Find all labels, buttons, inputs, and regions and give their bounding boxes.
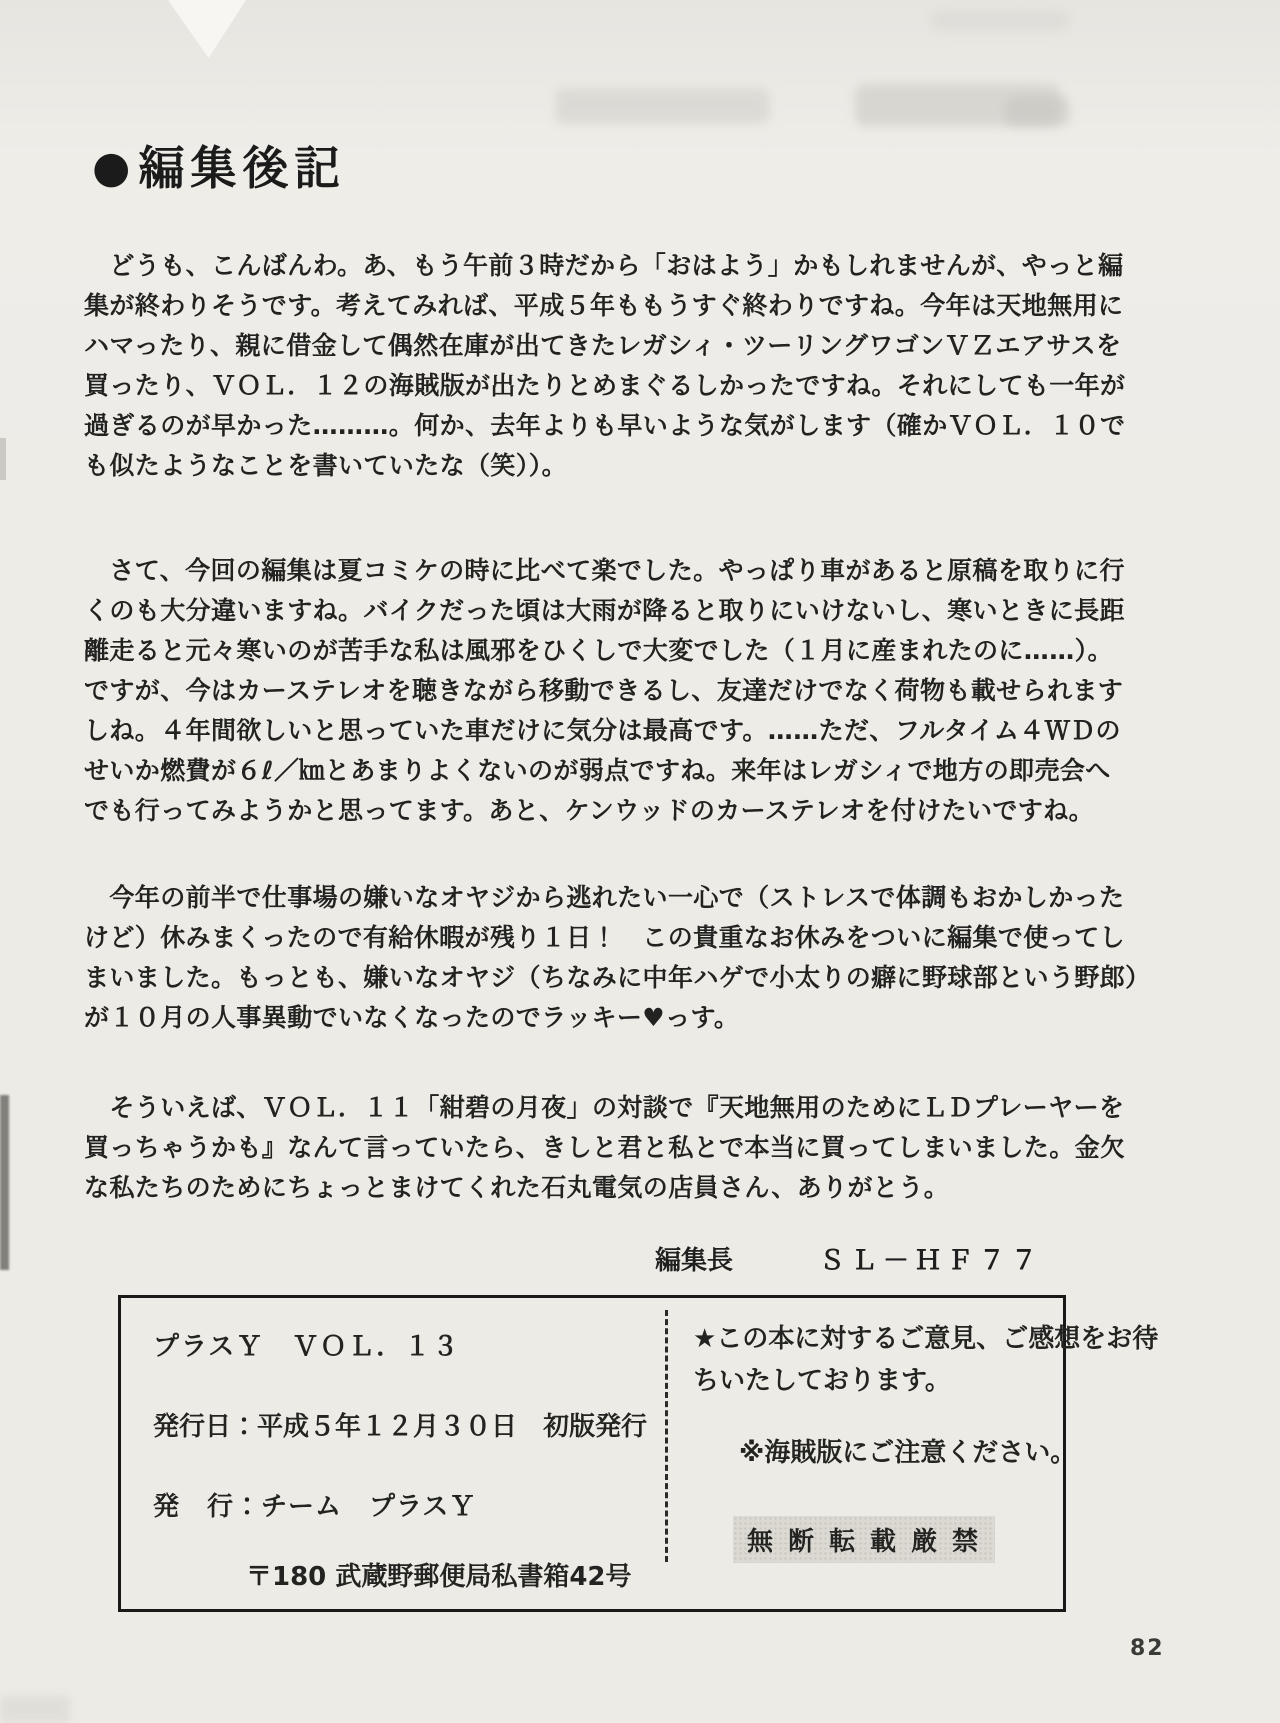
paragraph [84, 878, 1151, 1038]
scan-smudge [930, 10, 1070, 32]
text-line: けど）休みまくったので有給休暇が残り１日！ この貴重なお休みをついに編集で使ってし [84, 923, 1125, 952]
bullet-icon: ● [92, 142, 137, 193]
paragraph [84, 551, 1125, 831]
text-line: でも行ってみようかと思ってます。あと、ケンウッドのカーステレオを付けたいですね。 [84, 796, 1095, 825]
paragraph [84, 1088, 1126, 1208]
page-corner-fold [168, 0, 246, 58]
text-line: が１０月の人事異動でいなくなったのでラッキー♥っす。 [84, 1003, 740, 1032]
text-line: な私たちのためにちょっとまけてくれた石丸電気の店員さん、ありがとう。 [84, 1173, 950, 1202]
text-line: 買っちゃうかも』なんて言っていたら、きしと君と私とで本当に買ってしまいました。金欠 [84, 1133, 1126, 1162]
text-line: ですが、今はカーステレオを聴きながら移動できるし、友達だけでなく荷物も載せられます [84, 676, 1124, 705]
section-title [92, 132, 346, 198]
scan-smudge [555, 88, 770, 124]
text-line: 集が終わりそうです。考えてみれば、平成５年ももうすぐ終わりですね。今年は天地無用に [84, 291, 1124, 320]
scan-edge-streak [0, 1095, 9, 1270]
publisher: 発 行：チーム プラスＹ [153, 1492, 477, 1522]
page-title: 編集後記 [138, 141, 347, 195]
text-line: くのも大分違いますね。バイクだった頃は大雨が降ると取りにいけないし、寒いときに長距 [84, 596, 1125, 625]
scan-smudge [1005, 96, 1070, 126]
dashed-divider [665, 1310, 668, 1562]
mailing-address: 〒180 武蔵野郵便局私書箱42号 [246, 1562, 632, 1592]
text-line: も似たようなことを書いていたな（笑））。 [84, 451, 568, 480]
page-number: 82 [1130, 1636, 1165, 1661]
text-line: 今年の前半で仕事場の嫌いなオヤジから逃れたい一心で（ストレスで体調もおかしかった [84, 883, 1125, 912]
text-line: 買ったり、ＶＯＬ．１２の海賊版が出たりとめまぐるしかったですね。それにしても一年が [84, 371, 1126, 400]
paragraph [84, 246, 1126, 486]
text-line: 過ぎるのが早かった………。何か、去年よりも早いような気がします（確かＶＯＬ．１０で [84, 411, 1126, 440]
editor-name: ＳＬ－ＨＦ７７ [819, 1246, 1044, 1276]
text-line: どうも、こんばんわ。あ、もう午前３時だから「おはよう」かもしれませんが、やっと編 [84, 251, 1124, 280]
text-line: 離走ると元々寒いのが苦手な私は風邪をひくしで大変でした（１月に産まれたのに……）。 [84, 636, 1113, 665]
text-line: そういえば、ＶＯＬ．１１「紺碧の月夜」の対談で『天地無用のためにＬＤプレーヤーを [84, 1093, 1125, 1122]
text-line: せいか燃費が６ℓ／㎞とあまりよくないのが弱点ですね。来年はレガシィで地方の即売会へ [84, 756, 1111, 785]
scan-edge-mark [0, 438, 6, 480]
no-reprint-stamp: 無断転載厳禁 [733, 1516, 995, 1563]
text-line: しね。４年間欲しいと思っていた車だけに気分は最高です。……ただ、フルタイム４ＷＤの [84, 716, 1121, 745]
colophon-box [118, 1295, 1159, 1612]
text-line: さて、今回の編集は夏コミケの時に比べて楽でした。やっぱり車があると原稿を取りに行 [84, 556, 1125, 585]
pirate-warning: ※海賊版にご注意ください。 [739, 1438, 1077, 1468]
text-line: まいました。もっとも、嫌いなオヤジ（ちなみに中年ハゲで小太りの癖に野球部という野郎） [84, 963, 1151, 992]
feedback-note-line2: ちいたしております。 [693, 1366, 951, 1396]
publish-date: 発行日：平成５年１２月３０日 初版発行 [153, 1412, 648, 1442]
signature-row [655, 1240, 1043, 1277]
scan-corner-shade [0, 1696, 70, 1723]
text-line: ハマったり、親に借金して偶然在庫が出てきたレガシィ・ツーリングワゴンＶＺエアサスを [84, 331, 1122, 360]
feedback-note-line1: ★この本に対するご意見、ご感想をお待 [693, 1324, 1159, 1354]
volume-title: プラスＹ ＶＯＬ．１３ [153, 1332, 461, 1362]
editor-role: 編集長 [655, 1246, 734, 1276]
